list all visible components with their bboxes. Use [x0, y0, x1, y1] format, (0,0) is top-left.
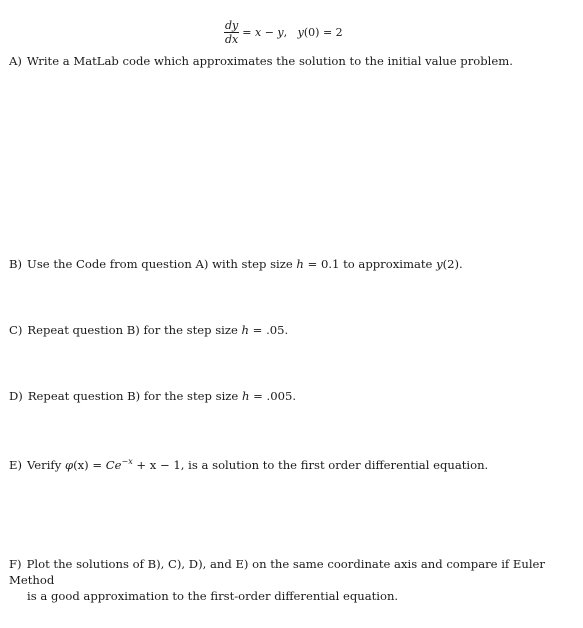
- question-f: [9, 556, 575, 604]
- phi-argument: (x) =: [73, 457, 106, 472]
- question-text-tail: + x − 1, is a solution to the first order differential equation.: [132, 457, 489, 472]
- question-f-line-2: is a good approximation to the first-order differential equation.: [27, 589, 399, 603]
- phi-symbol: φ: [64, 457, 74, 472]
- var-h: h: [241, 323, 249, 337]
- initial-value-problem-equation: [224, 16, 343, 48]
- fraction-numerator: dy: [225, 18, 239, 32]
- var-h: h: [241, 389, 250, 403]
- question-text: Write a MatLab code which approximates the solution to the initial value problem.: [26, 54, 513, 68]
- rhs-minus: −: [261, 25, 278, 39]
- question-label: B): [9, 257, 23, 271]
- derivative-fraction: [224, 19, 239, 46]
- question-f-line-1: [9, 556, 575, 588]
- exponent: −x: [121, 457, 133, 466]
- rhs-x: x: [254, 25, 262, 39]
- question-label: E): [9, 457, 22, 472]
- equation-rhs: = x − y, y(0) = 2: [242, 25, 343, 39]
- exp-base: e: [114, 457, 122, 472]
- question-text-mid: = 0.1 to approximate: [303, 257, 437, 271]
- question-e: [9, 454, 488, 473]
- question-text-pre: Use the Code from question A) with step size: [27, 257, 297, 271]
- question-text-post: = .005.: [249, 389, 297, 403]
- var-h: h: [296, 257, 304, 271]
- question-text-pre: Repeat question B) for the step size: [27, 323, 242, 337]
- question-label: C): [9, 323, 23, 337]
- question-c: [9, 322, 288, 338]
- question-label: D): [9, 389, 23, 403]
- question-text-pre: Repeat question B) for the step size: [27, 389, 242, 403]
- question-b: [9, 256, 463, 272]
- var-y: y: [436, 257, 443, 271]
- question-text: Plot the solutions of B), C), D), and E) on the same coordinate axis and compare if Euler Method: [9, 557, 545, 587]
- question-text-pre: Verify: [27, 457, 65, 472]
- constant-c: C: [105, 457, 115, 472]
- question-label: F): [9, 557, 22, 571]
- rhs-y: y: [277, 25, 284, 39]
- question-label: A): [9, 54, 22, 68]
- question-d: [9, 388, 296, 404]
- equation-separator: ,: [283, 25, 298, 39]
- question-text-post: = .05.: [249, 323, 289, 337]
- question-a: [9, 53, 513, 69]
- initial-fn: y: [297, 25, 304, 39]
- initial-condition: (0) = 2: [303, 25, 343, 39]
- question-text-post: (2).: [442, 257, 463, 271]
- fraction-denominator: dx: [225, 32, 239, 46]
